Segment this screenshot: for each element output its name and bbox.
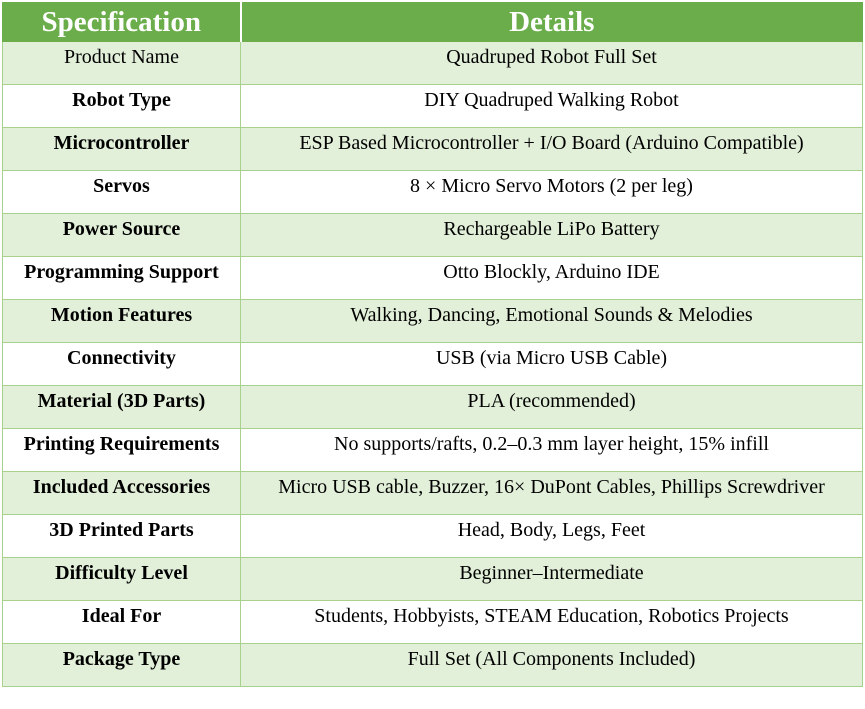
spec-name: Connectivity [3, 343, 241, 386]
spec-detail: Micro USB cable, Buzzer, 16× DuPont Cables, Phillips Screwdriver [241, 472, 863, 515]
table-row [3, 300, 863, 343]
spec-name: Included Accessories [3, 472, 241, 515]
table-row [3, 214, 863, 257]
header-specification: Specification [3, 3, 241, 42]
table-row [3, 429, 863, 472]
spec-name: Programming Support [3, 257, 241, 300]
spec-detail: PLA (recommended) [241, 386, 863, 429]
spec-detail: Full Set (All Components Included) [241, 644, 863, 687]
spec-detail: Head, Body, Legs, Feet [241, 515, 863, 558]
table-row [3, 42, 863, 85]
table-row [3, 515, 863, 558]
spec-name: Material (3D Parts) [3, 386, 241, 429]
table-row [3, 601, 863, 644]
table-row [3, 558, 863, 601]
table-row [3, 128, 863, 171]
spec-detail: DIY Quadruped Walking Robot [241, 85, 863, 128]
spec-name: Microcontroller [3, 128, 241, 171]
spec-name: Servos [3, 171, 241, 214]
spec-name: Difficulty Level [3, 558, 241, 601]
spec-detail: ESP Based Microcontroller + I/O Board (Arduino Compatible) [241, 128, 863, 171]
table-header-row [3, 3, 863, 42]
spec-name: Power Source [3, 214, 241, 257]
table-row [3, 386, 863, 429]
table-row [3, 343, 863, 386]
table-row [3, 257, 863, 300]
spec-detail: Rechargeable LiPo Battery [241, 214, 863, 257]
specification-table [2, 2, 863, 687]
header-details: Details [241, 3, 863, 42]
spec-detail: Otto Blockly, Arduino IDE [241, 257, 863, 300]
spec-detail: Quadruped Robot Full Set [241, 42, 863, 85]
spec-name: Ideal For [3, 601, 241, 644]
spec-detail: Walking, Dancing, Emotional Sounds & Melodies [241, 300, 863, 343]
spec-detail: No supports/rafts, 0.2–0.3 mm layer height, 15% infill [241, 429, 863, 472]
spec-name: Package Type [3, 644, 241, 687]
spec-name: Product Name [3, 42, 241, 85]
spec-name: 3D Printed Parts [3, 515, 241, 558]
spec-detail: USB (via Micro USB Cable) [241, 343, 863, 386]
spec-detail: Students, Hobbyists, STEAM Education, Robotics Projects [241, 601, 863, 644]
table-row [3, 644, 863, 687]
spec-detail: Beginner–Intermediate [241, 558, 863, 601]
spec-name: Robot Type [3, 85, 241, 128]
table-row [3, 472, 863, 515]
spec-name: Printing Requirements [3, 429, 241, 472]
table-row [3, 171, 863, 214]
spec-detail: 8 × Micro Servo Motors (2 per leg) [241, 171, 863, 214]
spec-name: Motion Features [3, 300, 241, 343]
table-row [3, 85, 863, 128]
